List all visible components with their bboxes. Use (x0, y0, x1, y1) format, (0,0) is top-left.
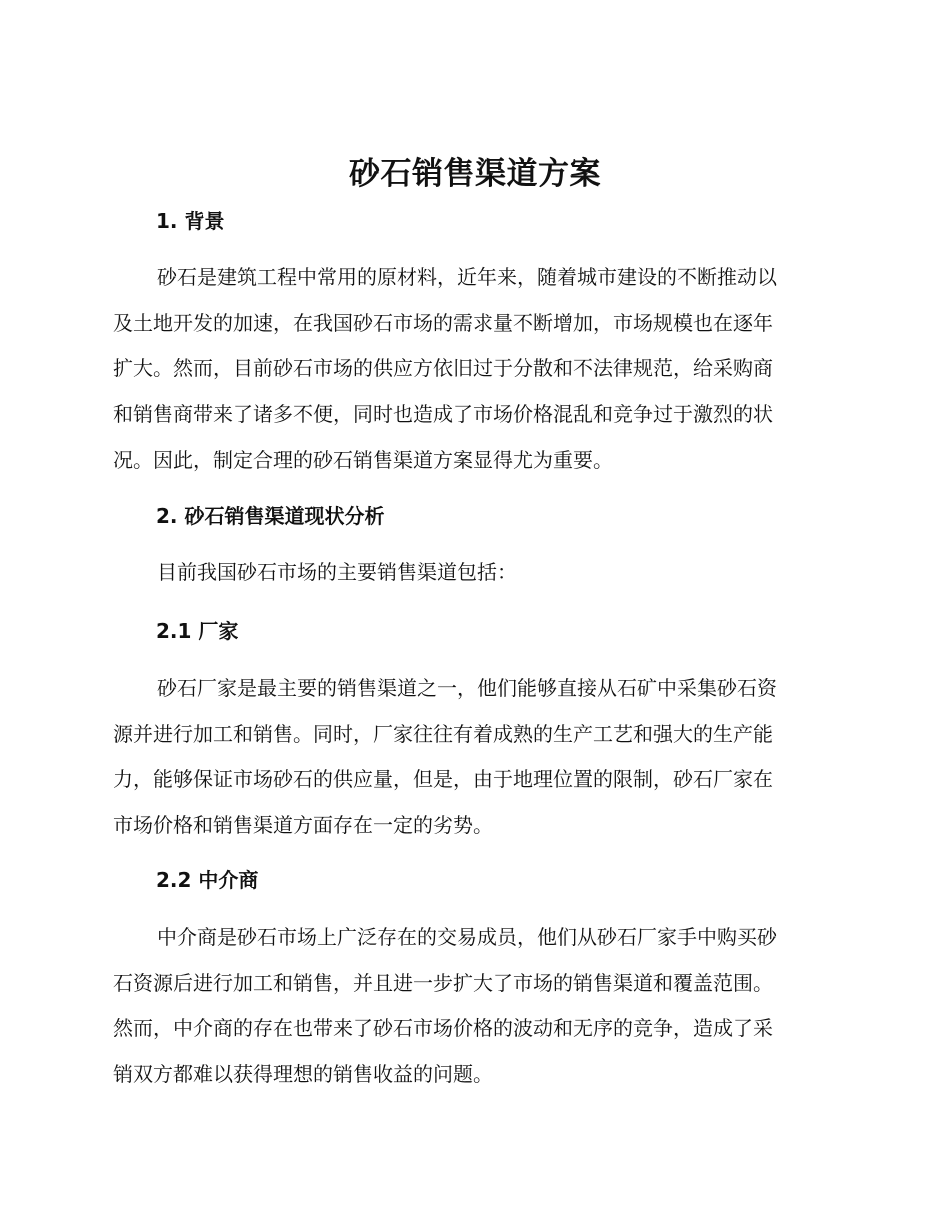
section-heading-background: 1. 背景 (156, 209, 225, 233)
paragraph-line: 销双方都难以获得理想的销售收益的问题。 (113, 1062, 493, 1087)
section-paragraph-intermediary (113, 915, 833, 1098)
section-paragraph-background (113, 255, 833, 483)
paragraph-line: 况。因此，制定合理的砂石销售渠道方案显得尤为重要。 (113, 447, 613, 472)
section-heading-intermediary: 2.2 中介商 (156, 868, 259, 892)
section-heading-manufacturer: 2.1 厂家 (156, 619, 239, 643)
paragraph-line: 中介商是砂石市场上广泛存在的交易成员，他们从砂石厂家手中购买砂 (157, 925, 777, 949)
paragraph-line: 砂石是建筑工程中常用的原材料，近年来，随着城市建设的不断推动以 (157, 265, 777, 289)
paragraph-line: 力，能够保证市场砂石的供应量，但是，由于地理位置的限制，砂石厂家在 (113, 767, 773, 792)
section-paragraph-channel-analysis (113, 550, 833, 596)
paragraph-line: 市场价格和销售渠道方面存在一定的劣势。 (113, 813, 493, 838)
section-paragraph-manufacturer (113, 666, 833, 849)
paragraph-line: 源并进行加工和销售。同时，厂家往往有着成熟的生产工艺和强大的生产能 (113, 721, 773, 746)
paragraph-line: 砂石厂家是最主要的销售渠道之一，他们能够直接从石矿中采集砂石资 (157, 676, 777, 700)
paragraph-line: 石资源后进行加工和销售，并且进一步扩大了市场的销售渠道和覆盖范围。 (113, 970, 773, 995)
paragraph-line: 然而，中介商的存在也带来了砂石市场价格的波动和无序的竞争，造成了采 (113, 1016, 773, 1041)
paragraph-line: 目前我国砂石市场的主要销售渠道包括： (157, 560, 517, 584)
paragraph-line: 和销售商带来了诸多不便，同时也造成了市场价格混乱和竞争过于激烈的状 (113, 402, 773, 427)
document-title: 砂石销售渠道方案 (349, 156, 601, 192)
paragraph-line: 及土地开发的加速，在我国砂石市场的需求量不断增加，市场规模也在逐年 (113, 310, 773, 335)
paragraph-line: 扩大。然而，目前砂石市场的供应方依旧过于分散和不法律规范，给采购商 (113, 356, 773, 381)
section-heading-channel-analysis: 2. 砂石销售渠道现状分析 (156, 504, 385, 528)
